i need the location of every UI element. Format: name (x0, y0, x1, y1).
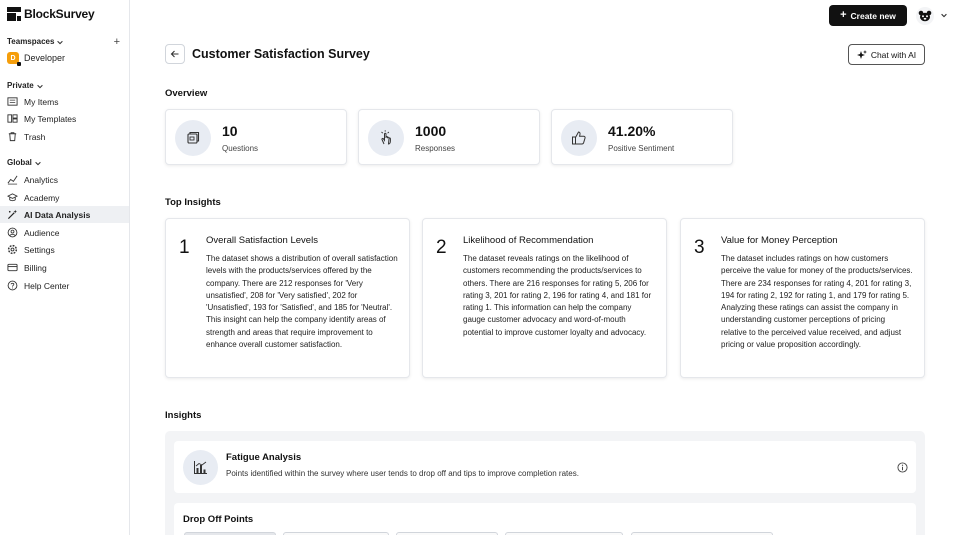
sidebar-item-ai-data-analysis[interactable] (0, 206, 129, 223)
sidebar (0, 0, 130, 535)
sidebar-item-label: Billing (24, 262, 47, 273)
team-avatar: D (7, 52, 19, 64)
billing-icon (7, 262, 18, 273)
sidebar-item-label: Help Center (24, 280, 70, 291)
blocksurvey-logo-icon (7, 7, 21, 21)
sidebar-item-label: My Items (24, 96, 59, 107)
drop-off-title: Drop Off Points (183, 514, 254, 525)
pointer-hand-icon (368, 120, 404, 156)
brand[interactable] (7, 7, 95, 21)
insight-card (165, 218, 410, 378)
chat-with-ai-label: Chat with AI (870, 49, 917, 60)
stat-label: Responses (415, 144, 456, 153)
chevron-down-icon (56, 38, 64, 46)
teamspaces-header[interactable] (7, 37, 64, 46)
stat-value: 10 (222, 123, 238, 139)
sidebar-item-audience[interactable] (0, 224, 129, 241)
fatigue-analysis-card (174, 441, 916, 493)
arrow-left-icon (170, 49, 180, 59)
plus-icon: + (840, 9, 847, 21)
user-avatar[interactable] (916, 7, 934, 25)
academy-icon (7, 192, 18, 203)
sparkle-icon (857, 50, 867, 60)
sidebar-item-label: My Templates (24, 113, 77, 124)
insights-panel (165, 431, 925, 535)
sidebar-item-trash[interactable] (0, 128, 129, 145)
insight-number: 1 (179, 237, 190, 258)
sidebar-item-billing[interactable] (0, 259, 129, 276)
drop-off-points-card (174, 503, 916, 535)
gear-icon (7, 244, 18, 255)
insight-number: 2 (436, 237, 447, 258)
insight-card (422, 218, 667, 378)
items-icon (7, 96, 18, 107)
back-button[interactable] (165, 44, 185, 64)
chevron-down-icon (34, 159, 42, 167)
stat-card-questions (165, 109, 347, 165)
questions-icon (175, 120, 211, 156)
stat-card-positive-sentiment (551, 109, 733, 165)
insight-body: The dataset shows a distribution of overall satisfaction levels with the products/services offered by the company. There are 212 responses for 'Very unsatisfied', 208 for 'Very satisfied', 202 for 'Unsatisfied', 193 for 'Satisfied', and 185 for 'Neutral'. This insight can help the company identify areas of strength and areas that require improvement to enhance overall customer satisfaction. (206, 254, 398, 350)
chart-icon (183, 450, 218, 485)
sidebar-item-label: AI Data Analysis (24, 209, 91, 220)
chevron-down-icon (36, 82, 44, 90)
insight-title: Overall Satisfaction Levels (206, 235, 318, 246)
sidebar-item-label: Audience (24, 227, 60, 238)
stat-value: 41.20% (608, 123, 656, 139)
audience-icon (7, 227, 18, 238)
stat-label: Questions (222, 144, 259, 153)
private-header[interactable] (7, 81, 44, 90)
insight-body: The dataset includes ratings on how customers perceive the value for money of the products/services. There are 234 responses for rating 4, 201 for rating 3, 194 for rating 2, 192 for rating 1, and 179 for rating 5. Analyzing these ratings can assist the company in understanding customer perceptions of pricing relative to the perceived value received, and adjust pricing or value proposition accordingly. (721, 254, 913, 350)
team-name: Developer (24, 53, 66, 63)
trash-icon (7, 131, 18, 142)
chevron-down-icon[interactable] (940, 11, 948, 19)
thumbs-up-icon (561, 120, 597, 156)
insight-card (680, 218, 925, 378)
brand-name: BlockSurvey (24, 7, 95, 21)
analytics-icon (7, 174, 18, 185)
info-icon[interactable] (897, 462, 908, 473)
sidebar-item-my-templates[interactable] (0, 110, 129, 127)
fatigue-title: Fatigue Analysis (226, 452, 302, 463)
stat-card-responses (358, 109, 540, 165)
fatigue-description: Points identified within the survey where user tends to drop off and tips to improve completion rates. (226, 469, 579, 478)
global-header[interactable] (7, 158, 42, 167)
stat-label: Positive Sentiment (608, 144, 675, 153)
sidebar-item-analytics[interactable] (0, 171, 129, 188)
add-teamspace-button[interactable]: + (113, 36, 120, 48)
teamspaces-label: Teamspaces (7, 37, 55, 46)
global-label: Global (7, 158, 32, 167)
stat-value: 1000 (415, 123, 447, 139)
team-developer[interactable] (7, 52, 65, 64)
sidebar-item-label: Trash (24, 131, 46, 142)
insight-title: Value for Money Perception (721, 235, 838, 246)
sidebar-item-settings[interactable] (0, 241, 129, 258)
insight-number: 3 (694, 237, 705, 258)
templates-icon (7, 113, 18, 124)
ai-wand-icon (7, 209, 18, 220)
insights-title: Insights (165, 410, 202, 421)
help-icon (7, 280, 18, 291)
overview-title: Overview (165, 88, 208, 99)
create-new-label: Create new (850, 10, 896, 21)
avatar-face-icon (918, 10, 932, 22)
sidebar-item-my-items[interactable] (0, 93, 129, 110)
sidebar-item-academy[interactable] (0, 189, 129, 206)
insight-title: Likelihood of Recommendation (463, 235, 594, 246)
sidebar-item-label: Settings (24, 244, 55, 255)
sidebar-item-label: Academy (24, 192, 60, 203)
private-label: Private (7, 81, 34, 90)
chat-with-ai-button[interactable] (848, 44, 925, 65)
page-title: Customer Satisfaction Survey (192, 47, 370, 61)
sidebar-item-label: Analytics (24, 174, 59, 185)
insight-body: The dataset reveals ratings on the likelihood of customers recommending the products/services to others. There are 216 responses for rating 5, 206 for rating 3, 201 for rating 2, 196 for rating 4, and 181 for rating 1. This information can help the company gauge customer advocacy and word-of-mouth potential to improve customer loyalty and advocacy. (463, 254, 652, 337)
sidebar-item-help-center[interactable] (0, 277, 129, 294)
top-insights-title: Top Insights (165, 197, 221, 208)
create-new-button[interactable] (829, 5, 907, 26)
